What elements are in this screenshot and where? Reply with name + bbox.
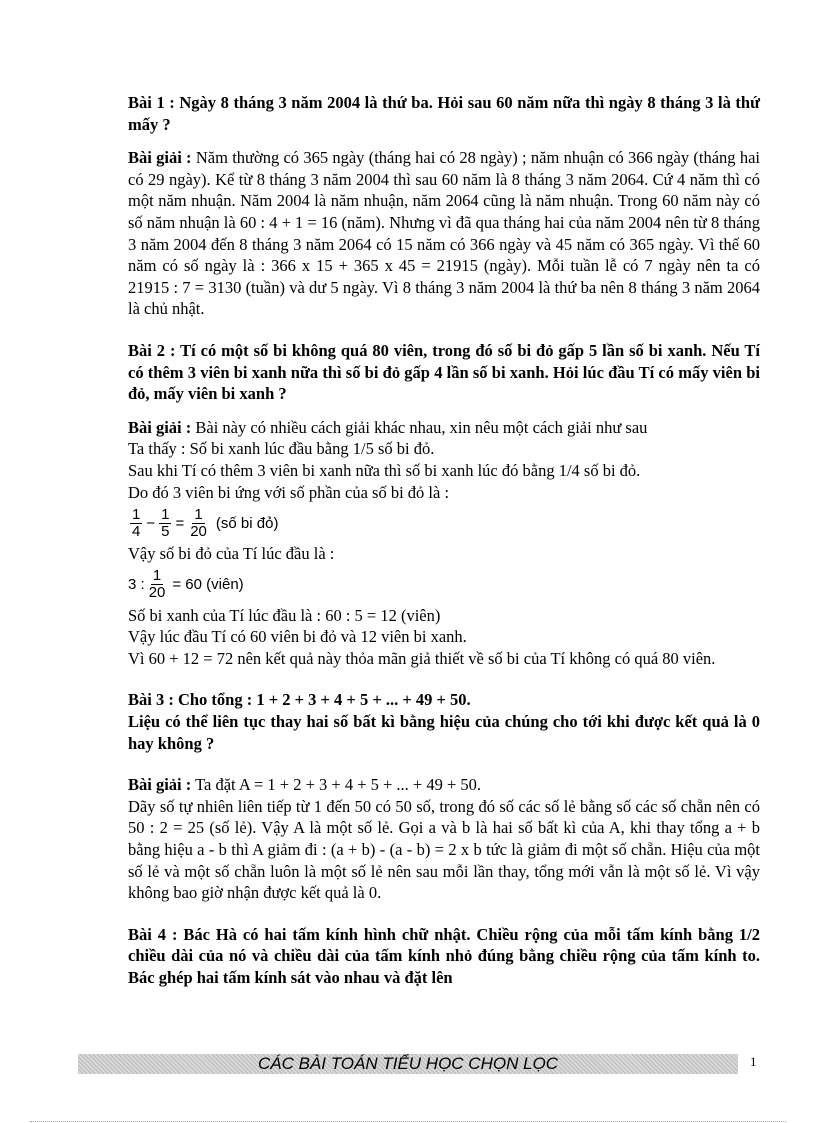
- denominator: 4: [132, 522, 141, 540]
- solution-label: Bài giải :: [128, 148, 192, 168]
- problem-3: [128, 689, 760, 754]
- problem-1-question: Bài 1 : Ngày 8 tháng 3 năm 2004 là thứ ba. Hỏi sau 60 năm nữa thì ngày 8 tháng 3 là thứ mấy ?: [128, 93, 760, 134]
- solution-3-line-1: [128, 774, 760, 796]
- solution-2-line-4: Do đó 3 viên bi ứng với số phần của số bi đỏ là :: [128, 482, 450, 502]
- fraction-1-5: [159, 507, 171, 540]
- solution-3-body: Dãy số tự nhiên liên tiếp từ 1 đến 50 có 50 số, trong đó số các số lẻ bằng số các số chẵn nên có 50 : 2 = 25 (số lẻ). Vậy A là một số lẻ. Gọi a và b là hai số bất kì của A, khi thay tổng a + b bằng hiệu a - b thì A giảm đi : (a + b) - (a - b) = 2 x b tức là giảm đi một số chẵn. Hiệu của một số lẻ và một số chẵn luôn là một số lẻ nên sau mỗi lần thay, tổng mới vẫn là một số lẻ. Vì vậy không bao giờ nhận được kết quả là 0.: [128, 796, 760, 903]
- problem-2: [128, 340, 760, 405]
- formula-lhs: 3 :: [128, 576, 145, 594]
- solution-1: [128, 147, 760, 320]
- solution-3: [128, 774, 760, 904]
- solution-2-intro: Bài này có nhiều cách giải khác nhau, xin nêu một cách giải như sau: [191, 417, 648, 437]
- denominator: 20: [190, 522, 207, 540]
- problem-3-question-line-2: Liệu có thể liên tục thay hai số bất kì bằng hiệu của chúng cho tới khi được kết quả là 0 hay không ?: [128, 712, 760, 753]
- document-body: [128, 92, 760, 1000]
- solution-2-line-8: Vì 60 + 12 = 72 nên kết quả này thỏa mãn giả thiết về số bi của Tí không có quá 80 viên.: [128, 648, 716, 668]
- page-break-divider: [30, 1121, 786, 1122]
- fraction-formula-2: [128, 565, 760, 605]
- solution-1-body: Năm thường có 365 ngày (tháng hai có 28 ngày) ; năm nhuận có 366 ngày (tháng hai có 29 ngày). Kể từ 8 tháng 3 năm 2004 thì sau 60 năm là 8 tháng 3 năm 2064. Cứ 4 năm thì có một năm nhuận. Năm 2004 là năm nhuận, năm 2064 cũng là năm nhuận. Trong 60 năm này có số năm nhuận là 60 : 4 + 1 = 16 (năm). Nhưng vì đã qua tháng hai của năm 2004 nên từ 8 tháng 3 năm 2004 đến 8 tháng 3 năm 2064 có 15 năm có 366 ngày và 45 năm có 365 ngày. Vì thế 60 năm có số ngày là : 366 x 15 + 365 x 45 = 21915 (ngày). Mỗi tuần lễ có 7 ngày nên ta có 21915 : 7 = 3130 (tuần) và dư 5 ngày. Vì 8 tháng 3 năm 2004 là thứ ba nên 8 tháng 3 năm 2064 là chủ nhật.: [128, 148, 760, 319]
- minus-sign: −: [146, 514, 156, 532]
- solution-2-line-1: [128, 417, 760, 439]
- solution-2-line-7: Vậy lúc đầu Tí có 60 viên bi đỏ và 12 viên bi xanh.: [128, 627, 467, 647]
- numerator: 1: [152, 567, 162, 585]
- fraction-1-4: [130, 507, 142, 540]
- formula-unit: (số bi đỏ): [215, 514, 279, 532]
- solution-label: Bài giải :: [128, 775, 192, 795]
- problem-4-question: Bài 4 : Bác Hà có hai tấm kính hình chữ nhật. Chiều rộng của mỗi tấm kính bằng 1/2 chiều dài của nó và chiều dài của tấm kính nhỏ đúng bằng chiều rộng của tấm kính to. Bác ghép hai tấm kính sát vào nhau và đặt lên: [128, 924, 760, 987]
- problem-4: [128, 924, 760, 989]
- problem-3-question-line-1: Bài 3 : Cho tổng : 1 + 2 + 3 + 4 + 5 + ... + 49 + 50.: [128, 690, 471, 710]
- solution-2-line-6: Số bi xanh của Tí lúc đầu là : 60 : 5 = 12 (viên): [128, 605, 441, 625]
- solution-2-line-3: Sau khi Tí có thêm 3 viên bi xanh nữa thì số bi xanh lúc đó bằng 1/4 số bi đỏ.: [128, 460, 641, 480]
- numerator: 1: [132, 505, 141, 523]
- page-number: 1: [750, 1054, 757, 1069]
- fraction-1-20: [147, 568, 168, 601]
- numerator: 1: [161, 505, 170, 523]
- formula-rhs: = 60 (viên): [172, 576, 244, 594]
- denominator: 20: [148, 584, 166, 602]
- footer-banner: [78, 1054, 738, 1074]
- numerator: 1: [194, 505, 203, 523]
- fraction-formula-1: [128, 503, 760, 543]
- solution-2-line-2: Ta thấy : Số bi xanh lúc đầu bằng 1/5 số bi đỏ.: [128, 439, 435, 459]
- solution-2: [128, 417, 760, 670]
- problem-1: [128, 92, 760, 135]
- solution-1-text: [128, 147, 760, 320]
- solution-2-line-5: Vậy số bi đỏ của Tí lúc đầu là :: [128, 544, 335, 564]
- problem-2-question: Bài 2 : Tí có một số bi không quá 80 viên, trong đó số bi đỏ gấp 5 lần số bi xanh. Nếu Tí có thêm 3 viên bi xanh nữa thì số bi đỏ gấp 4 lần số bi xanh. Hỏi lúc đầu Tí có mấy viên bi đỏ, mấy viên bi xanh ?: [128, 340, 760, 404]
- footer-title: CÁC BÀI TOÁN TIỂU HỌC CHỌN LỌC: [257, 1054, 559, 1073]
- solution-label: Bài giải :: [128, 417, 192, 437]
- solution-3-intro: Ta đặt A = 1 + 2 + 3 + 4 + 5 + ... + 49 + 50.: [191, 775, 482, 795]
- fraction-1-20: [188, 507, 209, 540]
- denominator: 5: [161, 522, 170, 540]
- equals-sign: =: [175, 514, 185, 532]
